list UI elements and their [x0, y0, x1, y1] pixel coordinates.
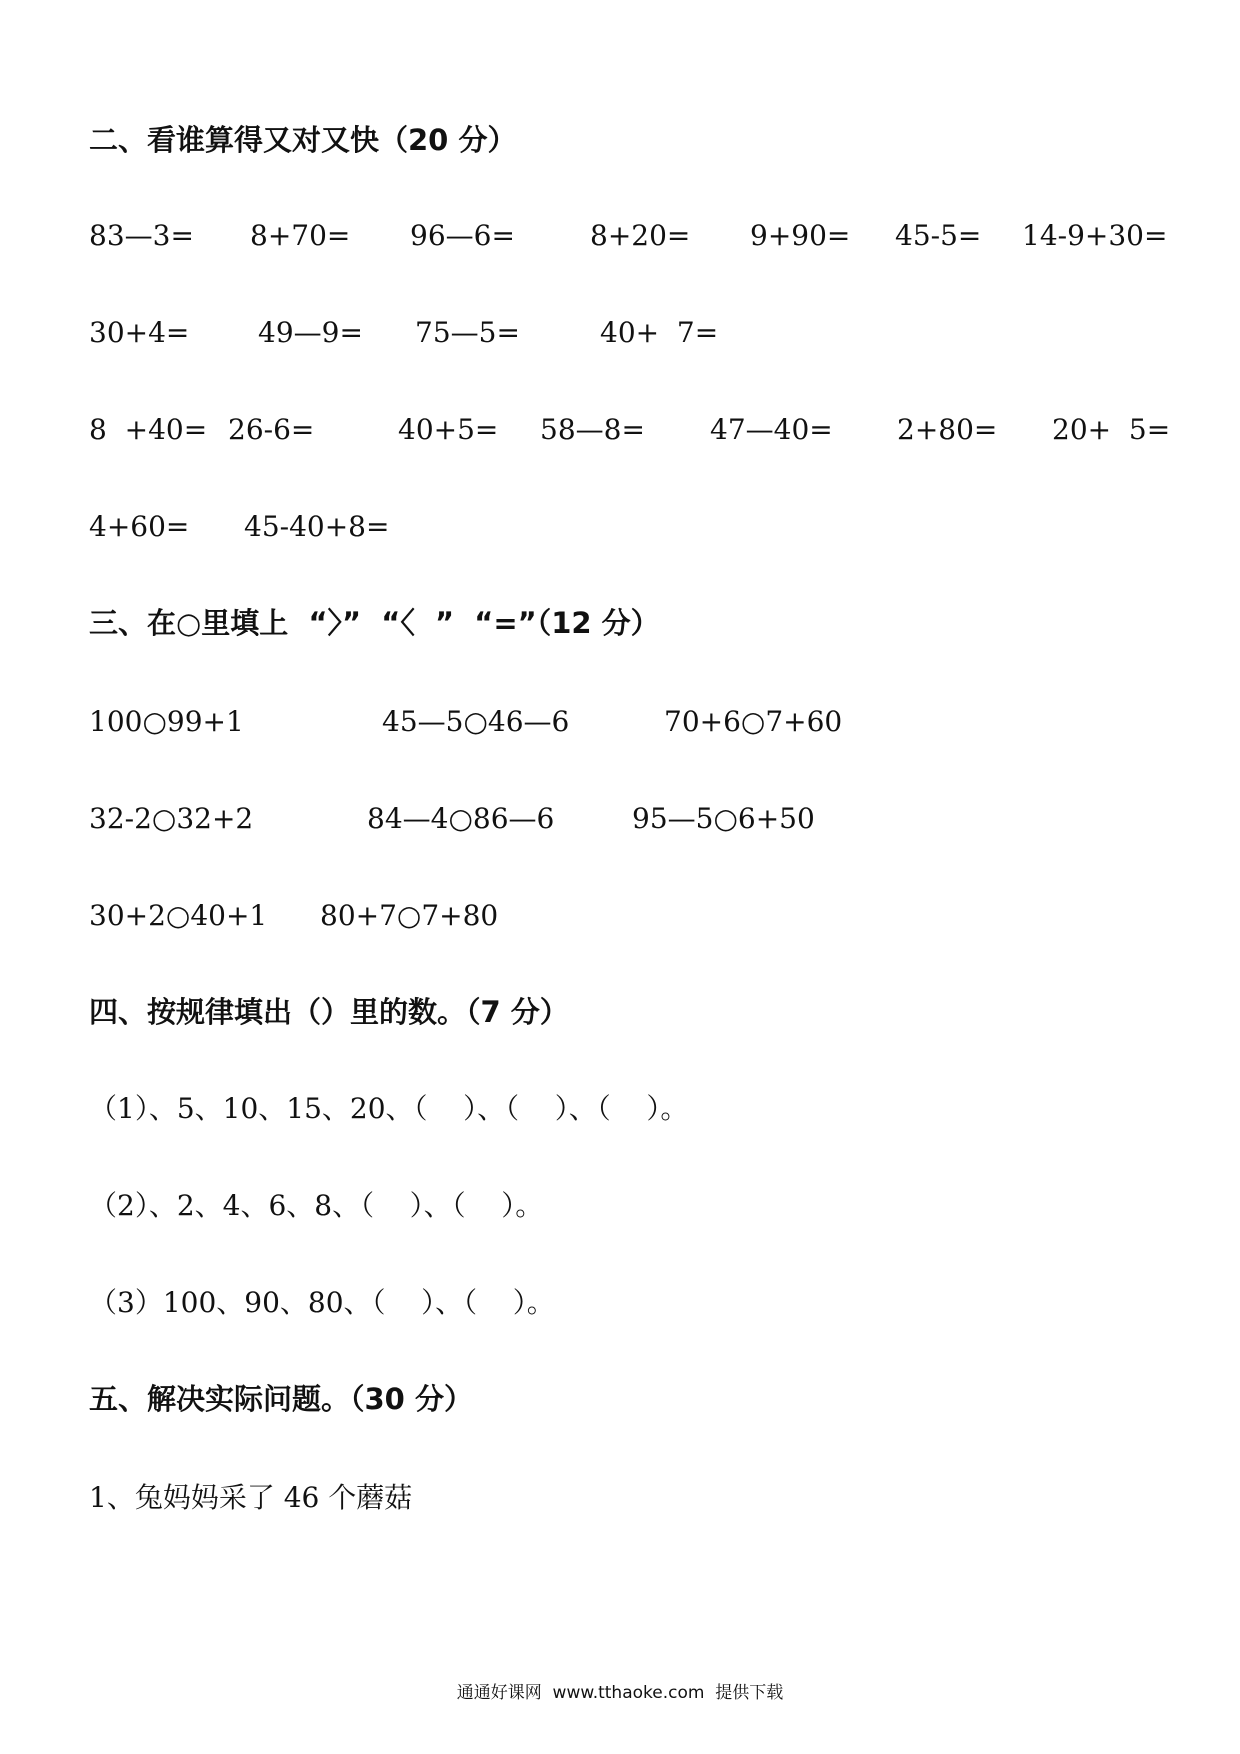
problem: 8+20=: [590, 219, 691, 252]
comparison: 70+6○7+60: [664, 705, 843, 738]
comparison: 95—5○6+50: [632, 802, 815, 835]
comparison: 45—5○46—6: [382, 705, 570, 738]
section-3-title: 三、在○里填上 “〉” “〈 ” “=”（12 分）: [89, 606, 660, 640]
problem: 20+ 5=: [1052, 413, 1171, 446]
problem: 96—6=: [410, 219, 515, 252]
problem: 9+90=: [750, 219, 851, 252]
footer-text: 通通好课网 www.tthaoke.com 提供下载: [456, 1683, 784, 1703]
comparison: 84—4○86—6: [367, 802, 555, 835]
comparison: 80+7○7+80: [320, 899, 499, 932]
sequence-problem: （2）、2、4、6、8、（ ）、（ ）。: [89, 1189, 544, 1222]
problem: 45-5=: [895, 219, 982, 252]
problem: 14-9+30=: [1022, 219, 1168, 252]
problem: 30+4=: [89, 316, 190, 349]
problem: 2+80=: [897, 413, 998, 446]
problem: 47—40=: [710, 413, 833, 446]
problem: 40+ 7=: [600, 316, 719, 349]
word-problem: 1、兔妈妈采了 46 个蘑菇: [89, 1481, 413, 1514]
problem: 8 +40=: [89, 413, 208, 446]
problem: 4+60=: [89, 510, 190, 543]
problem: 45-40+8=: [244, 510, 390, 543]
problem: 83—3=: [89, 219, 194, 252]
section-5-title: 五、解决实际问题。（30 分）: [89, 1382, 473, 1416]
problem: 75—5=: [415, 316, 520, 349]
comparison: 100○99+1: [89, 705, 244, 738]
problem: 26-6=: [228, 413, 315, 446]
problem: 58—8=: [540, 413, 645, 446]
comparison: 30+2○40+1: [89, 899, 268, 932]
section-4-title: 四、按规律填出（）里的数。（7 分）: [89, 995, 569, 1029]
sequence-problem: （1）、5、10、15、20、（ ）、（ ）、（ ）。: [89, 1092, 689, 1125]
problem: 8+70=: [250, 219, 351, 252]
problem: 49—9=: [258, 316, 363, 349]
section-2-title: 二、看谁算得又对又快（20 分）: [89, 123, 517, 157]
sequence-problem: （3）100、90、80、（ ）、（ ）。: [89, 1286, 555, 1319]
problem: 40+5=: [398, 413, 499, 446]
comparison: 32-2○32+2: [89, 802, 254, 835]
